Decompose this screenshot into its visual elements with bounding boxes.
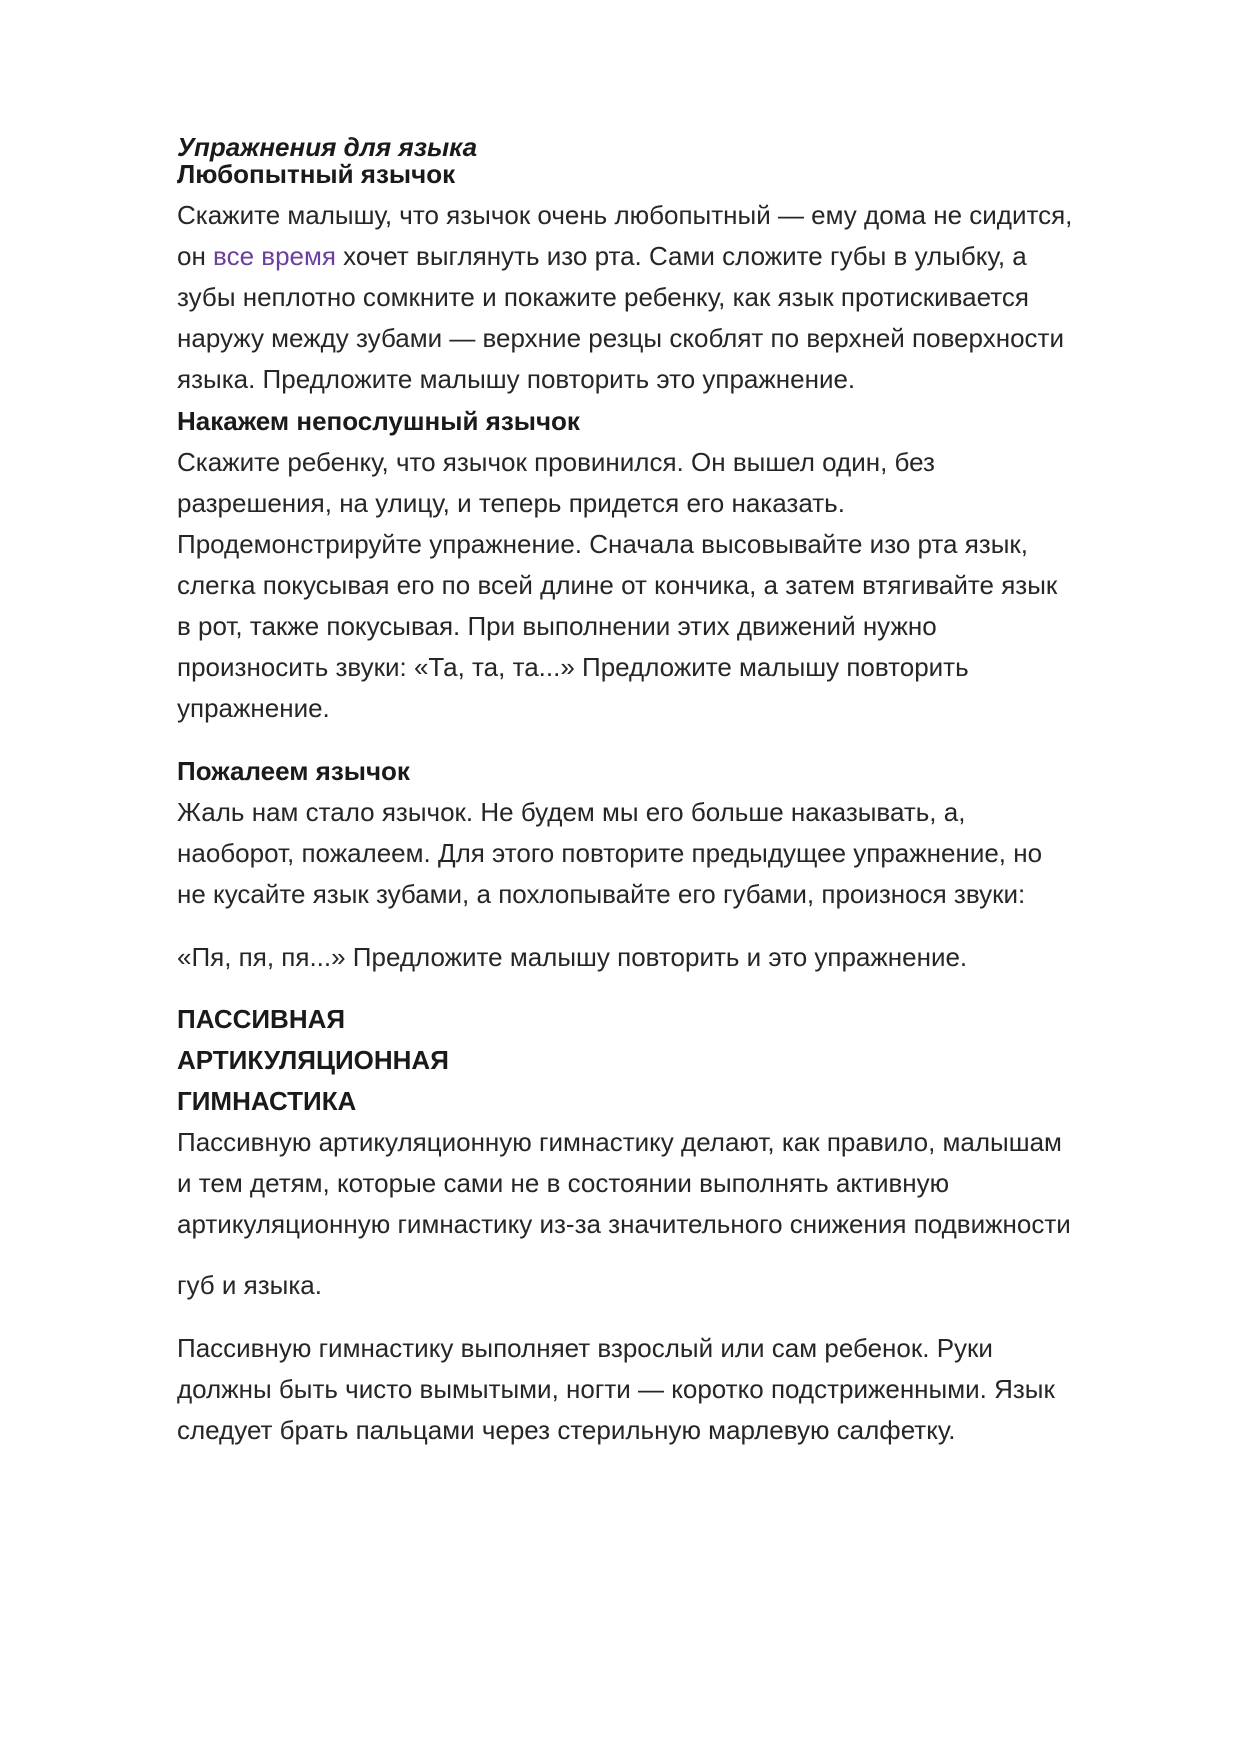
text-link[interactable]: все время (213, 241, 336, 271)
paragraph-line: Пассивную артикуляционную гимнастику делают, как правило, малышам (177, 1127, 1062, 1157)
text-run: хочет выглянуть изо рта. Сами сложите губы в улыбку, а (335, 241, 1027, 271)
passive-heading-line: ПАССИВНАЯ (177, 1004, 346, 1034)
passive-heading-line: ГИМНАСТИКА (177, 1086, 357, 1116)
paragraph-line: наоборот, пожалеем. Для этого повторите предыдущее упражнение, но (177, 838, 1043, 868)
paragraph-line: Пассивную гимнастику выполняет взрослый или сам ребенок. Руки (177, 1333, 993, 1363)
paragraph-line: слегка покусывая его по всей длине от кончика, а затем втягивайте язык (177, 570, 1058, 600)
passive-heading-line: АРТИКУЛЯЦИОННАЯ (177, 1045, 449, 1075)
exercise-title: Любопытный язычок (177, 159, 456, 189)
paragraph-line (177, 240, 1027, 272)
paragraph-line: разрешения, на улицу, и теперь придется его наказать. (177, 488, 845, 518)
exercise-title: Пожалеем язычок (177, 756, 410, 786)
paragraph-line: зубы неплотно сомкните и покажите ребенку, как язык протискивается (177, 282, 1029, 312)
paragraph-line: не кусайте язык зубами, а похлопывайте его губами, произнося звуки: (177, 879, 1026, 909)
paragraph-line: произносить звуки: «Та, та, та...» Предложите малышу повторить (177, 652, 969, 682)
text-run: он (177, 241, 214, 271)
paragraph-line: «Пя, пя, пя...» Предложите малышу повторить и это упражнение. (177, 942, 968, 972)
paragraph-line: Скажите малышу, что язычок очень любопытный — ему дома не сидится, (177, 200, 1073, 230)
paragraph-line: Скажите ребенку, что язычок провинился. Он вышел один, без (177, 447, 935, 477)
paragraph-line: и тем детям, которые сами не в состоянии выполнять активную (177, 1168, 950, 1198)
paragraph-line: следует брать пальцами через стерильную марлевую салфетку. (177, 1415, 956, 1445)
paragraph-line: Жаль нам стало язычок. Не будем мы его больше наказывать, а, (177, 797, 966, 827)
section-title: Упражнения для языка (177, 132, 478, 162)
paragraph-line: упражнение. (177, 693, 330, 723)
exercise-title: Накажем непослушный язычок (177, 406, 580, 436)
paragraph-line: наружу между зубами — верхние резцы скоблят по верхней поверхности (177, 323, 1064, 353)
paragraph-line: должны быть чисто вымытыми, ногти — коротко подстриженными. Язык (177, 1374, 1055, 1404)
paragraph-line: губ и языка. (177, 1270, 322, 1300)
paragraph-line: артикуляционную гимнастику из-за значительного снижения подвижности (177, 1209, 1071, 1239)
paragraph-line: языка. Предложите малышу повторить это упражнение. (177, 364, 856, 394)
paragraph-line: в рот, также покусывая. При выполнении этих движений нужно (177, 611, 937, 641)
paragraph-line: Продемонстрируйте упражнение. Сначала высовывайте изо рта язык, (177, 529, 1028, 559)
